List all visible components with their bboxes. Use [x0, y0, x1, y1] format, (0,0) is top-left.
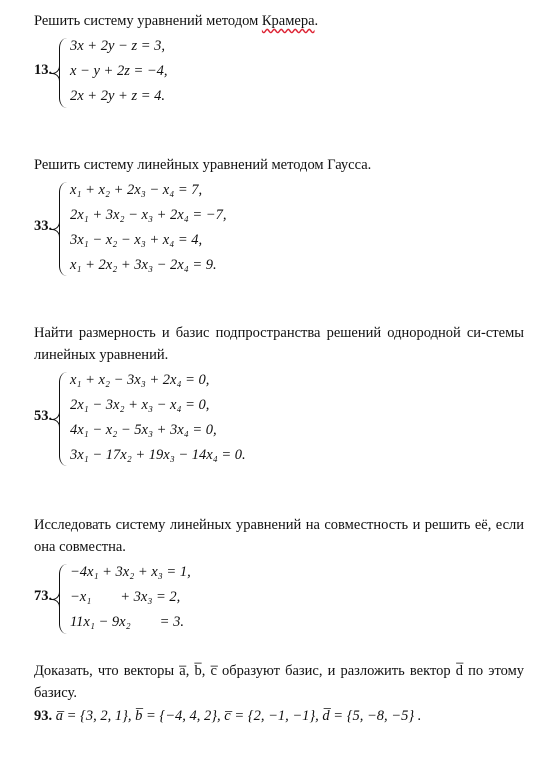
equation: x₁ + x₂ + 2x₃ − x₄ = 7, — [70, 182, 203, 198]
task-13-system — [34, 34, 524, 114]
equation: x − y + 2z = −4, — [70, 63, 168, 79]
equation: 2x₁ + 3x₂ − x₃ + 2x₄ = −7, — [70, 207, 227, 223]
task-93-vectors — [34, 708, 524, 725]
task-73 — [34, 514, 524, 640]
task-33-brace — [59, 182, 68, 276]
equation: 2x₁ − 3x₂ + x₃ − x₄ = 0, — [70, 397, 210, 413]
equation: −x₁ + 3x₃ = 2, — [70, 589, 181, 605]
task-33 — [34, 154, 524, 282]
task-73-prompt: Исследовать систему линейных уравнений на совместность и решить её, если она совместна. — [34, 517, 524, 555]
task-33-system — [34, 178, 524, 282]
equation: x₁ + x₂ − 3x₃ + 2x₄ = 0, — [70, 372, 210, 388]
task-53-number: 53. — [34, 408, 53, 424]
task-53-brace — [59, 372, 68, 466]
task-13-prompt-underlined: Крамера — [261, 13, 315, 29]
task-93 — [34, 660, 524, 725]
task-13 — [34, 10, 524, 114]
task-13-prompt-end: . — [314, 13, 319, 29]
task-73-system — [34, 560, 524, 640]
equation: x₁ + 2x₂ + 3x₃ − 2x₄ = 9. — [70, 257, 217, 273]
task-73-equations — [70, 560, 191, 635]
task-93-number: 93. — [34, 708, 53, 724]
equation: 2x + 2y + z = 4. — [70, 88, 165, 104]
equation: 3x₁ − x₂ − x₃ + x₄ = 4, — [70, 232, 203, 248]
task-13-brace — [59, 38, 68, 108]
task-13-prompt — [34, 10, 524, 32]
task-33-number: 33. — [34, 218, 53, 234]
task-53-prompt: Найти размерность и базис подпространства решений однородной си-стемы линейных уравнений. — [34, 325, 524, 363]
equation: 3x + 2y − z = 3, — [70, 38, 165, 54]
task-93-vector-list: a̅ = {3, 2, 1}, b̅ = {−4, 4, 2}, c̅ = {2, −1, −1}, d̅ = {5, −8, −5} . — [55, 708, 422, 724]
task-33-prompt: Решить систему линейных уравнений методом Гаусса. — [34, 157, 372, 173]
task-73-number: 73. — [34, 588, 53, 604]
task-53 — [34, 322, 524, 472]
task-53-system — [34, 368, 524, 472]
task-13-prompt-text: Решить систему уравнений методом — [34, 13, 262, 29]
equation: 4x₁ − x₂ − 5x₃ + 3x₄ = 0, — [70, 422, 217, 438]
task-53-equations — [70, 368, 246, 468]
task-93-prompt: Доказать, что векторы a̅, b̅, c̅ образуют базис, и разложить вектор d̅ по этому базису. — [34, 663, 524, 701]
equation: −4x₁ + 3x₂ + x₃ = 1, — [70, 564, 191, 580]
equation: 11x₁ − 9x₂ = 3. — [70, 614, 184, 630]
equation: 3x₁ − 17x₂ + 19x₃ − 14x₄ = 0. — [70, 447, 246, 463]
task-73-brace — [59, 564, 68, 634]
task-13-equations — [70, 34, 168, 109]
task-33-equations — [70, 178, 226, 278]
task-13-number: 13. — [34, 62, 53, 78]
